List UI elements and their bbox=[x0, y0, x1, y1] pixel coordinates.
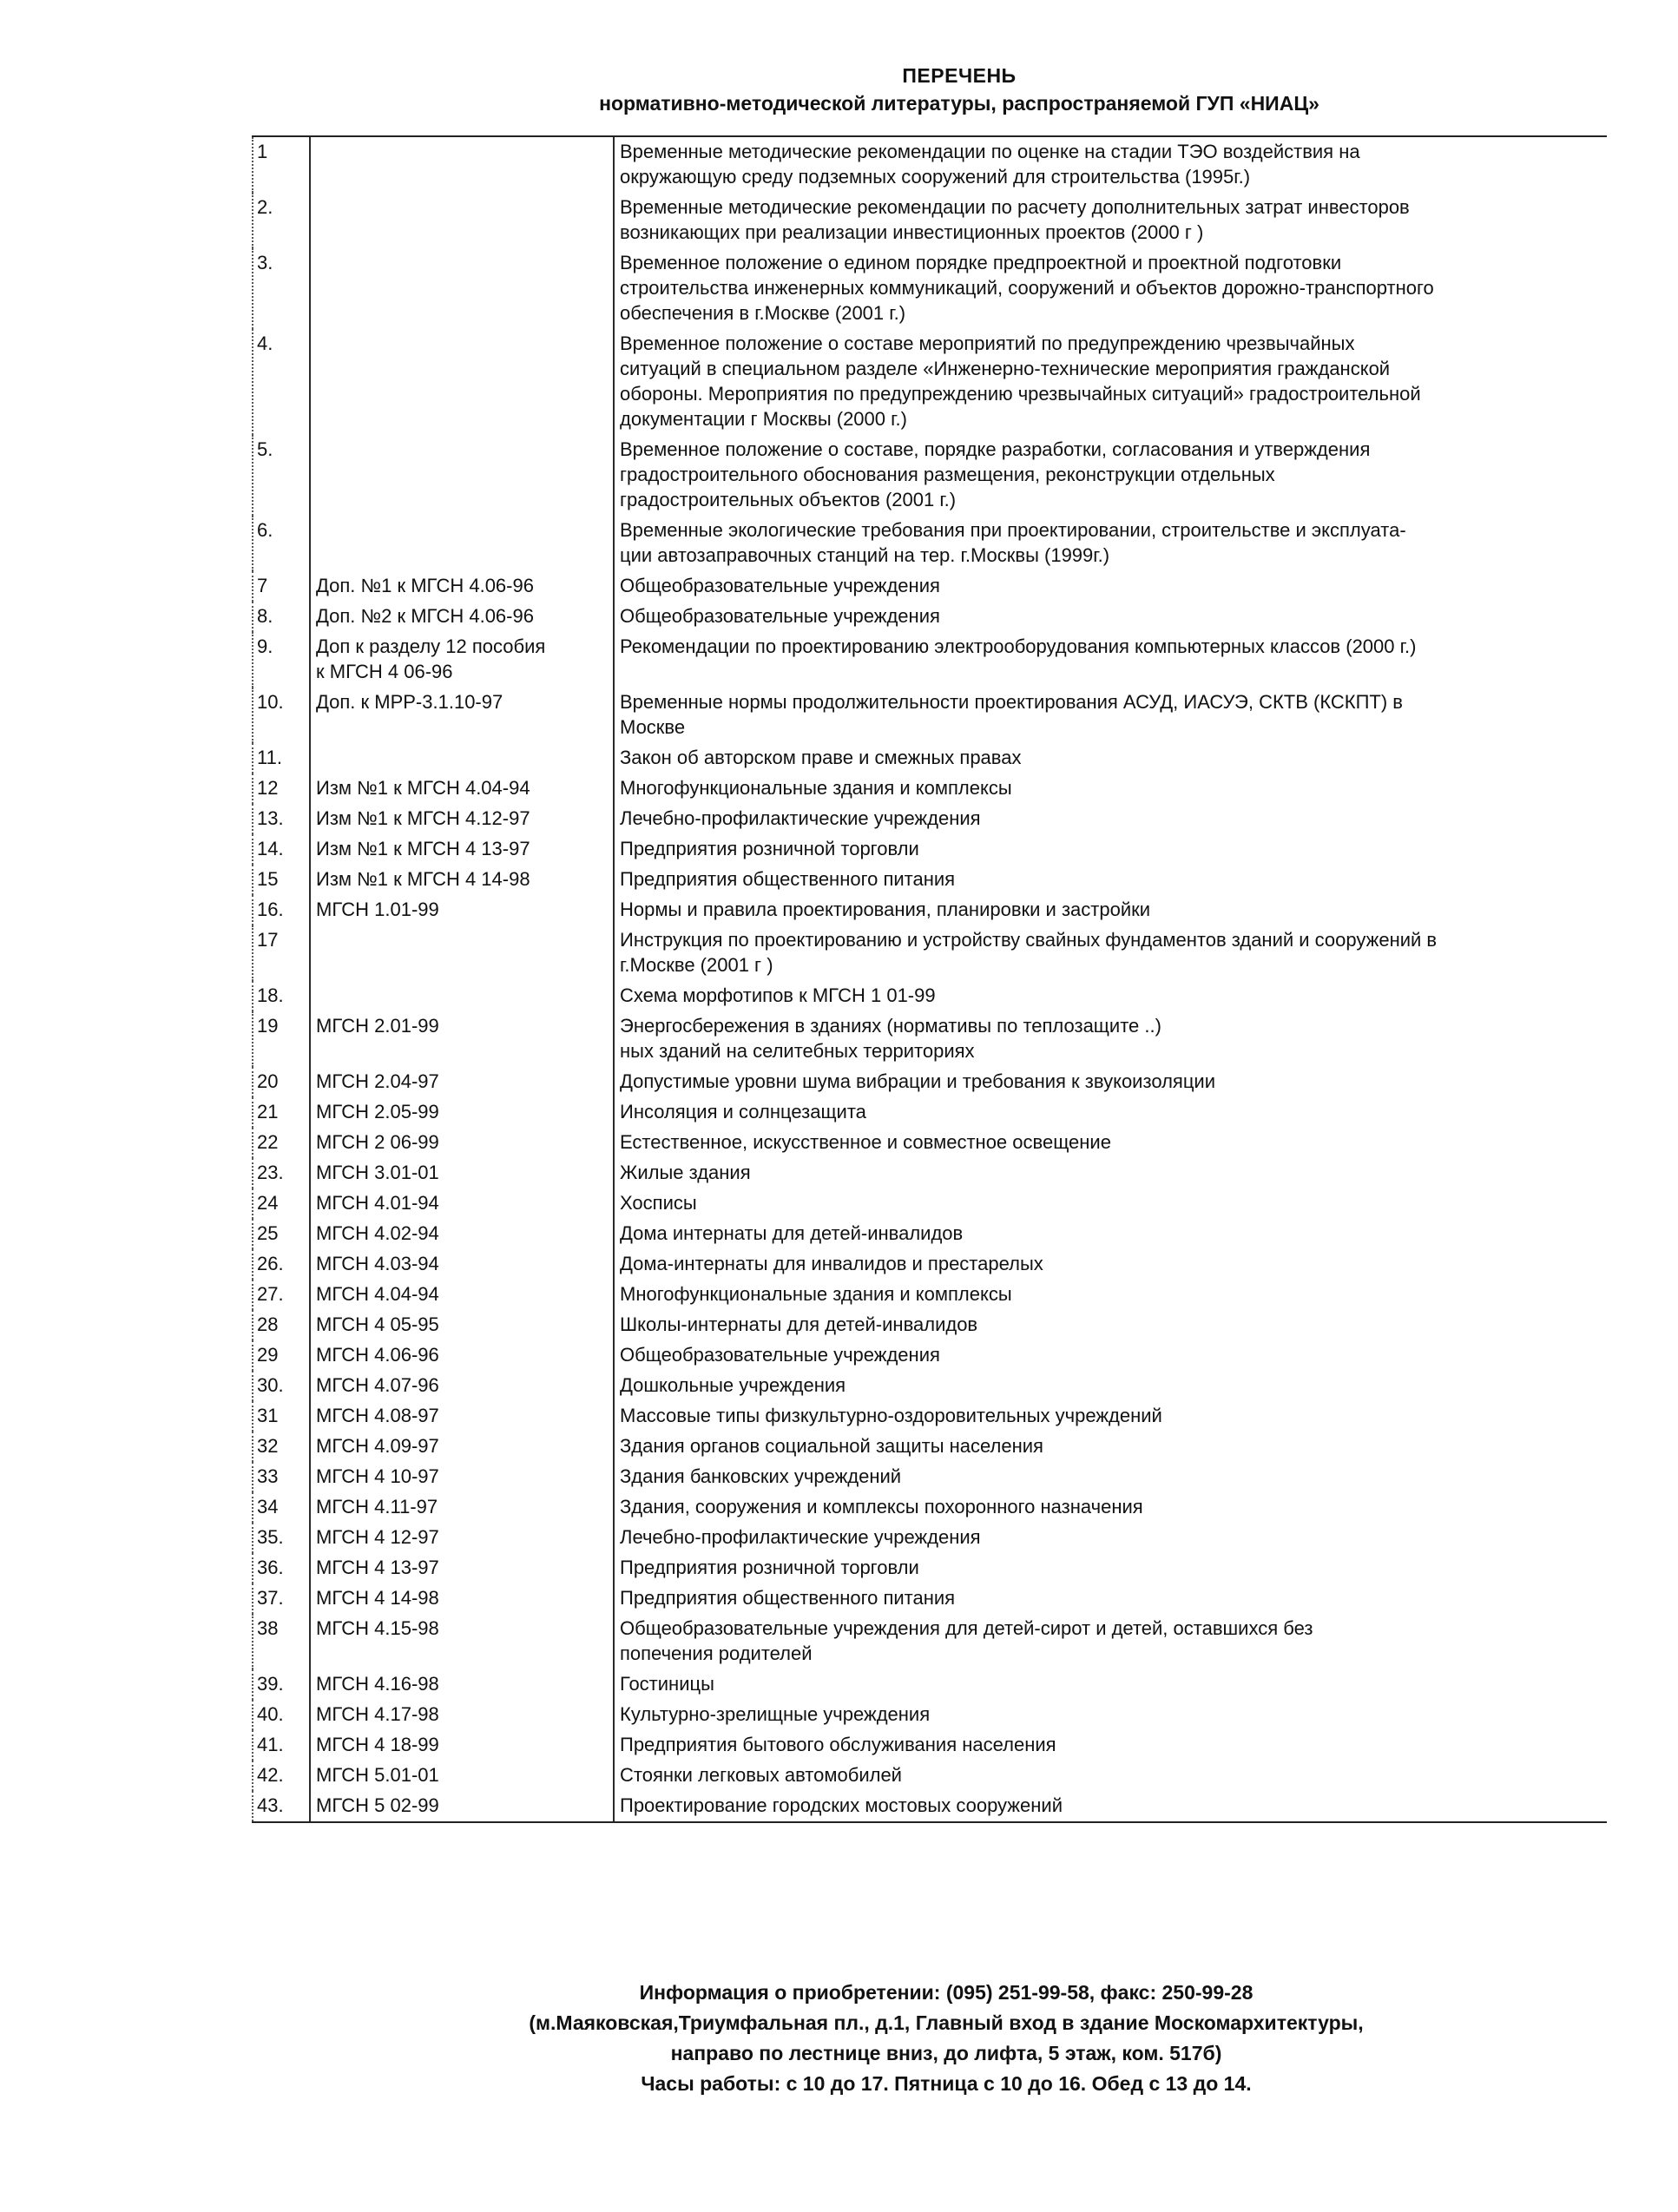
row-number: 4. bbox=[253, 329, 310, 435]
document-title-cell: Стоянки легковых автомобилей bbox=[614, 1761, 1607, 1791]
document-title-cell: Закон об авторском праве и смежных правах bbox=[614, 743, 1607, 774]
table-row bbox=[253, 193, 1607, 248]
row-number: 19 bbox=[253, 1011, 310, 1067]
row-number: 14. bbox=[253, 834, 310, 865]
document-code: МГСН 4.01-94 bbox=[310, 1188, 614, 1219]
row-number: 35. bbox=[253, 1523, 310, 1553]
table-row bbox=[253, 1523, 1607, 1553]
directions-line: направо по лестнице вниз, до лифта, 5 этаж, ком. 517б) bbox=[670, 2042, 1222, 2064]
document-code: МГСН 4.15-98 bbox=[310, 1614, 614, 1669]
table-row bbox=[253, 834, 1607, 865]
document-title-cell: Предприятия общественного питания bbox=[614, 1583, 1607, 1614]
document-title-cell: Схема морфотипов к МГСН 1 01-99 bbox=[614, 981, 1607, 1011]
row-number: 27. bbox=[253, 1280, 310, 1310]
table-row bbox=[253, 1158, 1607, 1188]
table-row bbox=[253, 865, 1607, 895]
document-title-cell: Временные методические рекомендации по оценке на стадии ТЭО воздействия на окружающую среду подземных сооружений для строительства (1995г.) bbox=[614, 136, 1607, 193]
document-code: Доп. к МРР-3.1.10-97 bbox=[310, 688, 614, 743]
document-code bbox=[310, 248, 614, 329]
document-title-cell: Предприятия розничной торговли bbox=[614, 1553, 1607, 1583]
table-row bbox=[253, 1553, 1607, 1583]
document-title-cell: Лечебно-профилактические учреждения bbox=[614, 1523, 1607, 1553]
document-code: МГСН 3.01-01 bbox=[310, 1158, 614, 1188]
document-title-cell: Массовые типы физкультурно-оздоровительных учреждений bbox=[614, 1401, 1607, 1432]
table-row bbox=[253, 1791, 1607, 1822]
document-title-cell: Предприятия бытового обслуживания населения bbox=[614, 1730, 1607, 1761]
row-number: 38 bbox=[253, 1614, 310, 1669]
row-number: 40. bbox=[253, 1700, 310, 1730]
document-title-cell: Общеобразовательные учреждения bbox=[614, 602, 1607, 632]
document-title-cell: Временные экологические требования при проектировании, строительстве и эксплуата- ции автозаправочных станций на тер. г.Москвы (1999г.) bbox=[614, 516, 1607, 571]
row-number: 28 bbox=[253, 1310, 310, 1340]
row-number: 11. bbox=[253, 743, 310, 774]
row-number: 3. bbox=[253, 248, 310, 329]
row-number: 5. bbox=[253, 435, 310, 516]
table-row bbox=[253, 1067, 1607, 1097]
literature-table-body bbox=[253, 136, 1607, 1822]
document-code: МГСН 4.02-94 bbox=[310, 1219, 614, 1249]
row-number: 16. bbox=[253, 895, 310, 925]
table-row bbox=[253, 743, 1607, 774]
document-title-cell: Предприятия розничной торговли bbox=[614, 834, 1607, 865]
table-row bbox=[253, 804, 1607, 834]
document-title-cell: Хосписы bbox=[614, 1188, 1607, 1219]
document-title-cell: Проектирование городских мостовых сооружений bbox=[614, 1791, 1607, 1822]
row-number: 31 bbox=[253, 1401, 310, 1432]
table-row bbox=[253, 571, 1607, 602]
table-row bbox=[253, 981, 1607, 1011]
table-row bbox=[253, 1614, 1607, 1669]
table-row bbox=[253, 1219, 1607, 1249]
row-number: 17 bbox=[253, 925, 310, 981]
row-number: 22 bbox=[253, 1128, 310, 1158]
document-code bbox=[310, 136, 614, 193]
row-number: 26. bbox=[253, 1249, 310, 1280]
row-number: 24 bbox=[253, 1188, 310, 1219]
document-title-cell: Культурно-зрелищные учреждения bbox=[614, 1700, 1607, 1730]
table-row bbox=[253, 1097, 1607, 1128]
document-code: МГСН 5.01-01 bbox=[310, 1761, 614, 1791]
document-title-cell: Инструкция по проектированию и устройству свайных фундаментов зданий и сооружений в г.Москве (2001 г ) bbox=[614, 925, 1607, 981]
table-row bbox=[253, 632, 1607, 688]
table-row bbox=[253, 1432, 1607, 1462]
document-code bbox=[310, 329, 614, 435]
table-row bbox=[253, 1249, 1607, 1280]
row-number: 23. bbox=[253, 1158, 310, 1188]
row-number: 18. bbox=[253, 981, 310, 1011]
document-title-cell: Общеобразовательные учреждения bbox=[614, 571, 1607, 602]
document-title-cell: Дома-интернаты для инвалидов и престарелых bbox=[614, 1249, 1607, 1280]
row-number: 33 bbox=[253, 1462, 310, 1492]
document-code: МГСН 4 05-95 bbox=[310, 1310, 614, 1340]
document-code: МГСН 4.17-98 bbox=[310, 1700, 614, 1730]
table-row bbox=[253, 435, 1607, 516]
document-title-cell: Инсоляция и солнцезащита bbox=[614, 1097, 1607, 1128]
table-row bbox=[253, 1280, 1607, 1310]
document-code bbox=[310, 435, 614, 516]
document-title-cell: Общеобразовательные учреждения для детей-сирот и детей, оставшихся без попечения родителей bbox=[614, 1614, 1607, 1669]
row-number: 43. bbox=[253, 1791, 310, 1822]
document-title-cell: Временное положение о составе мероприятий по предупреждению чрезвычайных ситуаций в специальном разделе «Инженерно-технические мероприятия гражданской обороны. Мероприятия по предупреждению чрезвычайных ситуаций» градостроительной документации г Москвы (2000 г.) bbox=[614, 329, 1607, 435]
document-code: МГСН 2.04-97 bbox=[310, 1067, 614, 1097]
document-code: Доп. №1 к МГСН 4.06-96 bbox=[310, 571, 614, 602]
document-code: МГСН 4.06-96 bbox=[310, 1340, 614, 1371]
document-code: МГСН 2.01-99 bbox=[310, 1011, 614, 1067]
table-row bbox=[253, 688, 1607, 743]
table-row bbox=[253, 1700, 1607, 1730]
row-number: 13. bbox=[253, 804, 310, 834]
row-number: 21 bbox=[253, 1097, 310, 1128]
document-code: МГСН 4 18-99 bbox=[310, 1730, 614, 1761]
table-row bbox=[253, 1583, 1607, 1614]
document-code: Изм №1 к МГСН 4.04-94 bbox=[310, 774, 614, 804]
row-number: 7 bbox=[253, 571, 310, 602]
working-hours-line: Часы работы: с 10 до 17. Пятница с 10 до 16. Обед с 13 до 14. bbox=[641, 2072, 1252, 2095]
document-title: ПЕРЕЧЕНЬ bbox=[902, 64, 1017, 87]
table-row bbox=[253, 329, 1607, 435]
document-title-cell: Допустимые уровни шума вибрации и требования к звукоизоляции bbox=[614, 1067, 1607, 1097]
row-number: 41. bbox=[253, 1730, 310, 1761]
document-code: Доп. №2 к МГСН 4.06-96 bbox=[310, 602, 614, 632]
document-title-cell: Здания банковских учреждений bbox=[614, 1462, 1607, 1492]
document-title-cell: Дома интернаты для детей-инвалидов bbox=[614, 1219, 1607, 1249]
document-title-cell: Временное положение о едином порядке предпроектной и проектной подготовки строительства инженерных коммуникаций, сооружений и объектов дорожно-транспортного обеспечения в г.Москве (2001 г.) bbox=[614, 248, 1607, 329]
row-number: 8. bbox=[253, 602, 310, 632]
document-code bbox=[310, 925, 614, 981]
purchase-info bbox=[0, 1978, 1678, 2099]
document-code: МГСН 4.04-94 bbox=[310, 1280, 614, 1310]
row-number: 36. bbox=[253, 1553, 310, 1583]
document-code: МГСН 4 14-98 bbox=[310, 1583, 614, 1614]
document-title-cell: Энергосбережения в зданиях (нормативы по теплозащите ..) ных зданий на селитебных территориях bbox=[614, 1011, 1607, 1067]
row-number: 42. bbox=[253, 1761, 310, 1791]
document-code: МГСН 1.01-99 bbox=[310, 895, 614, 925]
document-code: Доп к разделу 12 пособия к МГСН 4 06-96 bbox=[310, 632, 614, 688]
document-code: МГСН 4.09-97 bbox=[310, 1432, 614, 1462]
document-code: МГСН 4.07-96 bbox=[310, 1371, 614, 1401]
document-code: Изм №1 к МГСН 4.12-97 bbox=[310, 804, 614, 834]
table-row bbox=[253, 1011, 1607, 1067]
table-row bbox=[253, 774, 1607, 804]
table-row bbox=[253, 1669, 1607, 1700]
document-code: МГСН 4.03-94 bbox=[310, 1249, 614, 1280]
row-number: 34 bbox=[253, 1492, 310, 1523]
document-title-cell: Временные нормы продолжительности проектирования АСУД, ИАСУЭ, СКТВ (КСКПТ) в Москве bbox=[614, 688, 1607, 743]
row-number: 2. bbox=[253, 193, 310, 248]
row-number: 9. bbox=[253, 632, 310, 688]
document-code: Изм №1 к МГСН 4 13-97 bbox=[310, 834, 614, 865]
document-code: МГСН 4 10-97 bbox=[310, 1462, 614, 1492]
table-row bbox=[253, 895, 1607, 925]
row-number: 25 bbox=[253, 1219, 310, 1249]
document-title-cell: Рекомендации по проектированию электрооборудования компьютерных классов (2000 г.) bbox=[614, 632, 1607, 688]
literature-table bbox=[252, 135, 1607, 1823]
table-row bbox=[253, 1401, 1607, 1432]
document-title-cell: Жилые здания bbox=[614, 1158, 1607, 1188]
document-title-cell: Здания, сооружения и комплексы похоронного назначения bbox=[614, 1492, 1607, 1523]
table-row bbox=[253, 602, 1607, 632]
document-title-cell: Временные методические рекомендации по расчету дополнительных затрат инвесторов возникающих при реализации инвестиционных проектов (2000 г ) bbox=[614, 193, 1607, 248]
address-line: (м.Маяковская,Триумфальная пл., д.1, Главный вход в здание Москомархитектуры, bbox=[529, 2011, 1364, 2034]
document-title-cell: Временное положение о составе, порядке разработки, согласования и утверждения градостроительного обоснования размещения, реконструкции отдельных градостроительных объектов (2001 г.) bbox=[614, 435, 1607, 516]
document-code: МГСН 5 02-99 bbox=[310, 1791, 614, 1822]
table-row bbox=[253, 1462, 1607, 1492]
table-row bbox=[253, 248, 1607, 329]
document-code bbox=[310, 516, 614, 571]
table-row bbox=[253, 1730, 1607, 1761]
document-code: Изм №1 к МГСН 4 14-98 bbox=[310, 865, 614, 895]
document-code: МГСН 4 12-97 bbox=[310, 1523, 614, 1553]
document-code: МГСН 4.11-97 bbox=[310, 1492, 614, 1523]
document-title-cell: Лечебно-профилактические учреждения bbox=[614, 804, 1607, 834]
row-number: 32 bbox=[253, 1432, 310, 1462]
row-number: 15 bbox=[253, 865, 310, 895]
document-title-cell: Естественное, искусственное и совместное освещение bbox=[614, 1128, 1607, 1158]
document-title-cell: Многофункциональные здания и комплексы bbox=[614, 774, 1607, 804]
document-code bbox=[310, 743, 614, 774]
document-subtitle: нормативно-методической литературы, распространяемой ГУП «НИАЦ» bbox=[599, 92, 1319, 115]
table-row bbox=[253, 1188, 1607, 1219]
row-number: 1 bbox=[253, 136, 310, 193]
table-row bbox=[253, 925, 1607, 981]
row-number: 10. bbox=[253, 688, 310, 743]
document-title-cell: Здания органов социальной защиты населения bbox=[614, 1432, 1607, 1462]
document-title-cell: Дошкольные учреждения bbox=[614, 1371, 1607, 1401]
table-row bbox=[253, 1492, 1607, 1523]
table-row bbox=[253, 1340, 1607, 1371]
table-row bbox=[253, 1310, 1607, 1340]
row-number: 6. bbox=[253, 516, 310, 571]
document-title-cell: Многофункциональные здания и комплексы bbox=[614, 1280, 1607, 1310]
document-code: МГСН 2 06-99 bbox=[310, 1128, 614, 1158]
row-number: 39. bbox=[253, 1669, 310, 1700]
document-title-cell: Общеобразовательные учреждения bbox=[614, 1340, 1607, 1371]
document-title-cell: Гостиницы bbox=[614, 1669, 1607, 1700]
document-code: МГСН 4.08-97 bbox=[310, 1401, 614, 1432]
row-number: 29 bbox=[253, 1340, 310, 1371]
table-row bbox=[253, 1761, 1607, 1791]
table-row bbox=[253, 1371, 1607, 1401]
document-code: МГСН 2.05-99 bbox=[310, 1097, 614, 1128]
document-code bbox=[310, 981, 614, 1011]
table-row bbox=[253, 516, 1607, 571]
row-number: 37. bbox=[253, 1583, 310, 1614]
table-row bbox=[253, 1128, 1607, 1158]
row-number: 30. bbox=[253, 1371, 310, 1401]
table-row bbox=[253, 136, 1607, 193]
contact-phone-line: Информация о приобретении: (095) 251-99-58, факс: 250-99-28 bbox=[639, 1981, 1254, 2004]
document-code: МГСН 4.16-98 bbox=[310, 1669, 614, 1700]
document-code: МГСН 4 13-97 bbox=[310, 1553, 614, 1583]
row-number: 20 bbox=[253, 1067, 310, 1097]
document-title-cell: Школы-интернаты для детей-инвалидов bbox=[614, 1310, 1607, 1340]
row-number: 12 bbox=[253, 774, 310, 804]
document-title-cell: Предприятия общественного питания bbox=[614, 865, 1607, 895]
document-title-cell: Нормы и правила проектирования, планировки и застройки bbox=[614, 895, 1607, 925]
document-code bbox=[310, 193, 614, 248]
